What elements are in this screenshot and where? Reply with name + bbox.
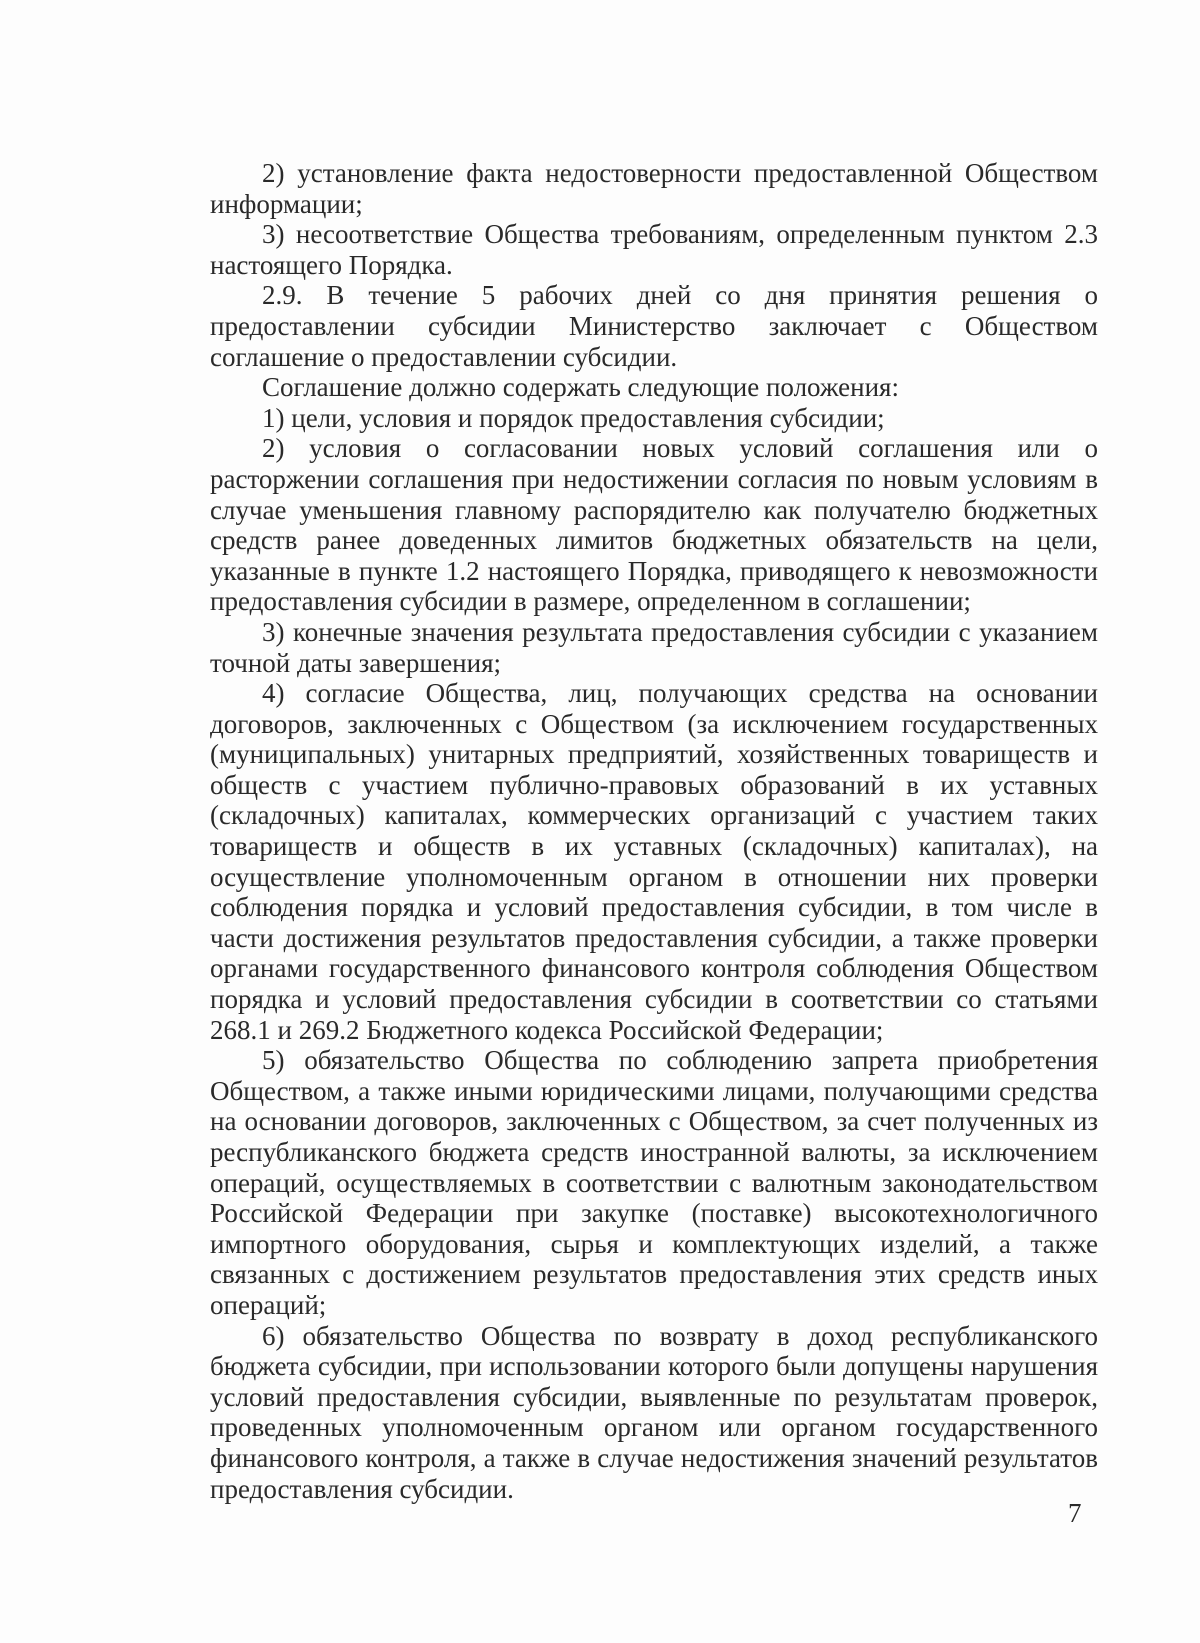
paragraph-provision-3: 3) конечные значения результата предоставления субсидии с указанием точной даты завершения; xyxy=(210,616,1098,678)
paragraph-provision-4: 4) согласие Общества, лиц, получающих средства на основании договоров, заключенных с Обществом (за исключением государственных (муниципальных) унитарных предприятий, хозяйственных товариществ и обществ с участием публично-правовых образований в их уставных (складочных) капиталах, коммерческих организаций с участием таких товариществ и обществ в их уставных (складочных) капиталах), на осуществление уполномоченным органом в отношении них проверки соблюдения порядка и условий предоставления субсидии, в том числе в части достижения результатов предоставления субсидии, а также проверки органами государственного финансового контроля соблюдения Обществом порядка и условий предоставления субсидии в соответствии со статьями 268.1 и 269.2 Бюджетного кодекса Российской Федерации; xyxy=(210,678,1098,1045)
paragraph-provision-5: 5) обязательство Общества по соблюдению запрета приобретения Обществом, а также иными юридическими лицами, получающими средства на основании договоров, заключенных с Обществом, за счет полученных из республиканского бюджета средств иностранной валюты, за исключением операций, осуществляемых в соответствии с валютным законодательством Российской Федерации при закупке (поставке) высокотехнологичного импортного оборудования, сырья и комплектующих изделий, а также связанных с достижением результатов предоставления этих средств иных операций; xyxy=(210,1045,1098,1320)
paragraph-item-3-grounds: 3) несоответствие Общества требованиям, определенным пунктом 2.3 настоящего Порядка. xyxy=(210,219,1098,280)
document-body xyxy=(210,158,1098,1504)
page-number: 7 xyxy=(1068,1498,1082,1528)
paragraph-provision-6: 6) обязательство Общества по возврату в доход республиканского бюджета субсидии, при использовании которого были допущены нарушения условий предоставления субсидии, выявленные по результатам проверок, проведенных уполномоченным органом или органом государственного финансового контроля, а также в случае недостижения значений результатов предоставления субсидии. xyxy=(210,1320,1098,1504)
paragraph-agreement-provisions-intro: Соглашение должно содержать следующие положения: xyxy=(262,372,899,403)
paragraph-provision-2: 2) условия о согласовании новых условий соглашения или о расторжении соглашения при недостижении согласия по новым условиям в случае уменьшения главному распорядителю как получателю бюджетных средств ранее доведенных лимитов бюджетных обязательств на цели, указанные в пункте 1.2 настоящего Порядка, приводящего к невозможности предоставления субсидии в размере, определенном в соглашении; xyxy=(210,433,1098,617)
paragraph-item-2-grounds: 2) установление факта недостоверности предоставленной Обществом информации; xyxy=(210,158,1098,219)
paragraph-provision-1: 1) цели, условия и порядок предоставления субсидии; xyxy=(262,402,885,433)
paragraph-clause-2-9: 2.9. В течение 5 рабочих дней со дня принятия решения о предоставлении субсидии Министерство заключает с Обществом соглашение о предоставлении субсидии. xyxy=(210,280,1098,372)
